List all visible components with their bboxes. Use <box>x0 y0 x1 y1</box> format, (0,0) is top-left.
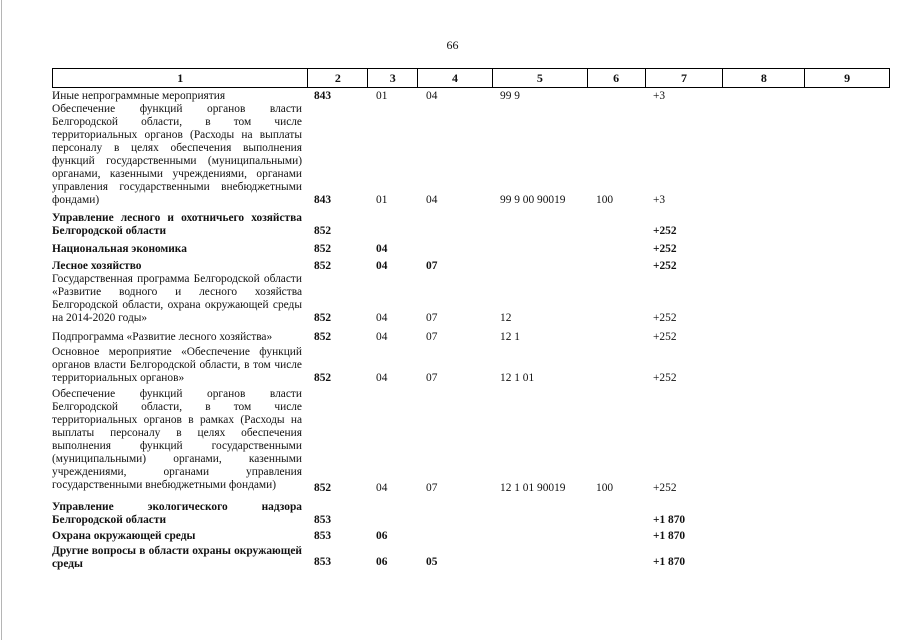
cell-ministry: 852 <box>314 225 332 237</box>
header-col-6: 6 <box>588 69 646 87</box>
cell-section: 04 <box>376 331 388 343</box>
table-row <box>52 346 890 385</box>
cell-amount: +252 <box>653 225 677 237</box>
header-col-2: 2 <box>308 69 368 87</box>
row-description: Обеспечение функций органов власти Белгородской области, в том числе территориальных органов (Расходы на выплаты персоналу в целях обеспечения выполнения функций государственными (муниципальными) органами, казенными учреждениями, органами управления государственными внебюджетными фондами) <box>52 103 302 206</box>
cell-subsection: 04 <box>426 90 438 102</box>
cell-target-article: 12 1 <box>500 331 520 343</box>
row-description: Подпрограмма «Развитие лесного хозяйства» <box>52 331 273 343</box>
cell-amount: +252 <box>653 482 677 494</box>
cell-ministry: 852 <box>314 482 332 494</box>
cell-amount: +252 <box>653 331 677 343</box>
cell-ministry: 852 <box>314 331 332 343</box>
page-number: 66 <box>446 38 459 52</box>
row-description: Управление экологического надзора Белгородской области <box>52 501 302 526</box>
cell-subsection: 04 <box>426 194 438 206</box>
cell-ministry: 843 <box>314 90 332 102</box>
cell-amount: +3 <box>653 194 666 206</box>
cell-amount: +1 870 <box>653 514 686 526</box>
table-row <box>52 501 890 527</box>
cell-section: 04 <box>376 482 388 494</box>
cell-ministry: 843 <box>314 194 332 206</box>
cell-section: 01 <box>376 90 388 102</box>
header-col-8: 8 <box>723 69 805 87</box>
header-col-7: 7 <box>646 69 724 87</box>
cell-amount: +252 <box>653 372 677 384</box>
cell-target-article: 12 <box>500 312 512 324</box>
cell-expense-type: 100 <box>596 482 614 494</box>
row-description: Охрана окружающей среды <box>52 530 196 542</box>
cell-section: 06 <box>376 530 388 542</box>
cell-section: 04 <box>376 243 388 255</box>
cell-target-article: 12 1 01 90019 <box>500 482 566 494</box>
cell-target-article: 12 1 01 <box>500 372 535 384</box>
header-col-1: 1 <box>53 69 308 87</box>
scan-edge-line <box>1 0 2 640</box>
table-header <box>52 68 890 88</box>
header-col-5: 5 <box>493 69 588 87</box>
cell-amount: +1 870 <box>653 530 686 542</box>
cell-subsection: 07 <box>426 312 438 324</box>
cell-ministry: 852 <box>314 243 332 255</box>
cell-section: 04 <box>376 372 388 384</box>
cell-amount: +1 870 <box>653 556 686 568</box>
table-row <box>52 530 890 543</box>
cell-subsection: 07 <box>426 482 438 494</box>
row-description: Другие вопросы в области охраны окружающей среды <box>52 545 302 570</box>
row-description: Лесное хозяйство <box>52 260 142 272</box>
row-description: Обеспечение функций органов власти Белгородской области, в том числе территориальных органов в рамках (Расходы на выплаты персоналу в целях обеспечения выполнения функций государственными (муниципальными) органами, казенными учреждениями, органами управления государственными внебюджетными фондами) <box>52 388 302 491</box>
cell-expense-type: 100 <box>596 194 614 206</box>
row-description: Государственная программа Белгородской области «Развитие водного и лесного хозяйства Белгородской области, охрана окружающей среды на 2014-2020 годы» <box>52 273 302 324</box>
table-row <box>52 103 890 207</box>
row-description: Основное мероприятие «Обеспечение функций органов власти Белгородской области, в том числе территориальных органов» <box>52 346 302 384</box>
table-row <box>52 212 890 238</box>
cell-amount: +3 <box>653 90 666 102</box>
cell-ministry: 852 <box>314 260 332 272</box>
header-col-9: 9 <box>844 70 851 85</box>
cell-subsection: 07 <box>426 372 438 384</box>
table-row <box>52 331 890 344</box>
table-row <box>52 545 890 571</box>
row-description: Национальная экономика <box>52 243 187 255</box>
table-row <box>52 90 890 103</box>
cell-target-article: 99 9 <box>500 90 520 102</box>
table-row <box>52 273 890 325</box>
header-col-4: 4 <box>418 69 493 87</box>
cell-ministry: 852 <box>314 372 332 384</box>
cell-subsection: 07 <box>426 260 438 272</box>
cell-section: 01 <box>376 194 388 206</box>
cell-ministry: 852 <box>314 312 332 324</box>
cell-ministry: 853 <box>314 514 332 526</box>
row-description: Управление лесного и охотничьего хозяйства Белгородской области <box>52 212 302 237</box>
table-row <box>52 260 890 273</box>
cell-amount: +252 <box>653 243 677 255</box>
header-col-3: 3 <box>368 69 418 87</box>
cell-amount: +252 <box>653 312 677 324</box>
table-row <box>52 388 890 495</box>
cell-section: 04 <box>376 312 388 324</box>
cell-amount: +252 <box>653 260 677 272</box>
table-row <box>52 243 890 256</box>
cell-section: 06 <box>376 556 388 568</box>
cell-section: 04 <box>376 260 388 272</box>
cell-ministry: 853 <box>314 530 332 542</box>
row-description: Иные непрограммные мероприятия <box>52 90 226 102</box>
cell-target-article: 99 9 00 90019 <box>500 194 566 206</box>
cell-ministry: 853 <box>314 556 332 568</box>
cell-subsection: 05 <box>426 556 438 568</box>
cell-subsection: 07 <box>426 331 438 343</box>
